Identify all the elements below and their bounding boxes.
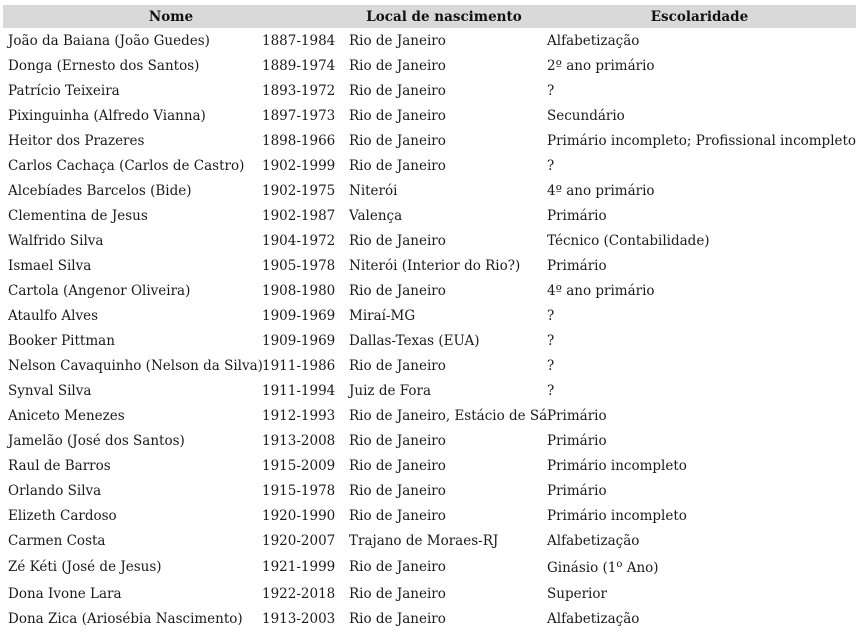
table-row xyxy=(3,403,856,428)
table-row xyxy=(3,153,856,178)
cell-place: Miraí-MG xyxy=(349,307,416,324)
table-row xyxy=(3,178,856,203)
cell-years: 1920-2007 xyxy=(262,532,336,549)
education-text: Ano) xyxy=(622,559,659,576)
cell-name: Cartola (Angenor Oliveira) xyxy=(8,282,191,299)
cell-place: Rio de Janeiro xyxy=(349,282,446,299)
cell-place: Valença xyxy=(349,207,403,224)
cell-education: Alfabetização xyxy=(547,532,640,549)
table-row xyxy=(3,553,856,581)
cell-place: Rio de Janeiro xyxy=(349,57,446,74)
table-row xyxy=(3,53,856,78)
table-row xyxy=(3,503,856,528)
header-name: Nome xyxy=(3,5,259,28)
cell-name: Booker Pittman xyxy=(8,332,115,349)
cell-years: 1912-1993 xyxy=(262,407,336,424)
cell-name: Elizeth Cardoso xyxy=(8,507,117,524)
cell-place: Rio de Janeiro xyxy=(349,32,446,49)
cell-place: Rio de Janeiro xyxy=(349,507,446,524)
cell-name: Synval Silva xyxy=(8,382,92,399)
cell-education: 4º ano primário xyxy=(547,282,655,299)
musicians-table xyxy=(3,5,856,631)
table-row xyxy=(3,28,856,53)
cell-name: Jamelão (José dos Santos) xyxy=(8,432,185,449)
cell-place: Rio de Janeiro xyxy=(349,132,446,149)
cell-years: 1908-1980 xyxy=(262,282,336,299)
cell-years: 1902-1975 xyxy=(262,182,336,199)
cell-years: 1905-1978 xyxy=(262,257,336,274)
cell-years: 1913-2008 xyxy=(262,432,336,449)
table-row xyxy=(3,303,856,328)
cell-place: Rio de Janeiro, Estácio de Sá xyxy=(349,407,548,424)
cell-name: Raul de Barros xyxy=(8,457,111,474)
table-row xyxy=(3,581,856,606)
cell-place: Rio de Janeiro xyxy=(349,357,446,374)
cell-years: 1921-1999 xyxy=(262,559,336,575)
cell-name: João da Baiana (João Guedes) xyxy=(8,32,210,49)
cell-name: Carlos Cachaça (Carlos de Castro) xyxy=(8,157,245,174)
header-place: Local de nascimento xyxy=(345,5,543,28)
cell-years: 1911-1994 xyxy=(262,382,336,399)
cell-education: Primário xyxy=(547,432,607,449)
cell-education: Primário incompleto xyxy=(547,457,687,474)
cell-education: Secundário xyxy=(547,107,625,124)
cell-name: Dona Zica (Ariosébia Nascimento) xyxy=(8,610,243,627)
table-row xyxy=(3,103,856,128)
table-row xyxy=(3,253,856,278)
cell-years: 1902-1987 xyxy=(262,207,336,224)
cell-education: Técnico (Contabilidade) xyxy=(547,232,710,249)
cell-education: Primário incompleto; Profissional incompleto xyxy=(547,132,856,149)
cell-education: ? xyxy=(547,82,555,99)
table-row xyxy=(3,378,856,403)
cell-education: ? xyxy=(547,332,555,349)
cell-years: 1904-1972 xyxy=(262,232,336,249)
header-row xyxy=(3,5,856,28)
cell-years: 1922-2018 xyxy=(262,585,336,602)
cell-years: 1902-1999 xyxy=(262,157,336,174)
cell-name: Aniceto Menezes xyxy=(8,407,125,424)
cell-education: Primário xyxy=(547,207,607,224)
cell-education: ? xyxy=(547,307,555,324)
cell-place: Juiz de Fora xyxy=(349,382,432,399)
cell-years: 1897-1973 xyxy=(262,107,336,124)
cell-education: ? xyxy=(547,357,555,374)
cell-education: Alfabetização xyxy=(547,32,640,49)
cell-name: Alcebíades Barcelos (Bide) xyxy=(8,182,192,199)
cell-name: Zé Kéti (José de Jesus) xyxy=(8,559,162,575)
cell-name: Walfrido Silva xyxy=(8,232,104,249)
table-body xyxy=(3,28,856,631)
cell-name: Carmen Costa xyxy=(8,532,106,549)
cell-years: 1887-1984 xyxy=(262,32,336,49)
cell-name: Dona Ivone Lara xyxy=(8,585,122,602)
cell-education: Primário xyxy=(547,482,607,499)
cell-education: Primário incompleto xyxy=(547,507,687,524)
table-row xyxy=(3,353,856,378)
cell-education: Primário xyxy=(547,407,607,424)
cell-name: Heitor dos Prazeres xyxy=(8,132,145,149)
table-row xyxy=(3,453,856,478)
cell-place: Niterói xyxy=(349,182,398,199)
cell-years: 1898-1966 xyxy=(262,132,336,149)
cell-years: 1915-2009 xyxy=(262,457,336,474)
cell-place: Rio de Janeiro xyxy=(349,482,446,499)
cell-place: Dallas-Texas (EUA) xyxy=(349,332,480,349)
table-row xyxy=(3,228,856,253)
cell-name: Ataulfo Alves xyxy=(8,307,99,324)
cell-name: Clementina de Jesus xyxy=(8,207,148,224)
cell-name: Nelson Cavaquinho (Nelson da Silva) xyxy=(8,357,263,374)
cell-place: Rio de Janeiro xyxy=(349,107,446,124)
table-row xyxy=(3,478,856,503)
cell-education: Primário xyxy=(547,257,607,274)
cell-years: 1893-1972 xyxy=(262,82,336,99)
education-text: Ginásio (1 xyxy=(547,559,617,576)
cell-place: Rio de Janeiro xyxy=(349,457,446,474)
table-header xyxy=(3,5,856,28)
cell-years: 1909-1969 xyxy=(262,307,336,324)
cell-place: Rio de Janeiro xyxy=(349,157,446,174)
table-row xyxy=(3,606,856,631)
cell-name: Ismael Silva xyxy=(8,257,92,274)
cell-place: Rio de Janeiro xyxy=(349,559,446,575)
table-row xyxy=(3,528,856,553)
cell-education: ? xyxy=(547,382,555,399)
table-row xyxy=(3,328,856,353)
table-row xyxy=(3,428,856,453)
cell-place: Rio de Janeiro xyxy=(349,82,446,99)
table-row xyxy=(3,278,856,303)
cell-place: Niterói (Interior do Rio?) xyxy=(349,257,521,274)
table-row xyxy=(3,78,856,103)
cell-education: Superior xyxy=(547,585,607,602)
table-row xyxy=(3,128,856,153)
header-education: Escolaridade xyxy=(543,5,856,28)
cell-place: Rio de Janeiro xyxy=(349,610,446,627)
cell-education xyxy=(543,553,856,581)
cell-years: 1915-1978 xyxy=(262,482,336,499)
cell-name: Patrício Teixeira xyxy=(8,82,120,99)
cell-years: 1913-2003 xyxy=(262,610,336,627)
cell-name: Pixinguinha (Alfredo Vianna) xyxy=(8,107,206,124)
cell-years: 1889-1974 xyxy=(262,57,336,74)
cell-years: 1911-1986 xyxy=(262,357,336,374)
cell-place: Rio de Janeiro xyxy=(349,432,446,449)
header-years xyxy=(259,5,345,28)
cell-place: Trajano de Moraes-RJ xyxy=(349,532,499,549)
cell-education: Alfabetização xyxy=(547,610,640,627)
cell-name: Orlando Silva xyxy=(8,482,102,499)
cell-education: 2º ano primário xyxy=(547,57,655,74)
ordinal-superscript: o xyxy=(616,558,623,570)
cell-place: Rio de Janeiro xyxy=(349,585,446,602)
cell-name: Donga (Ernesto dos Santos) xyxy=(8,57,200,74)
cell-education: 4º ano primário xyxy=(547,182,655,199)
cell-years: 1909-1969 xyxy=(262,332,336,349)
cell-place: Rio de Janeiro xyxy=(349,232,446,249)
table-row xyxy=(3,203,856,228)
cell-years: 1920-1990 xyxy=(262,507,336,524)
cell-education: ? xyxy=(547,157,555,174)
